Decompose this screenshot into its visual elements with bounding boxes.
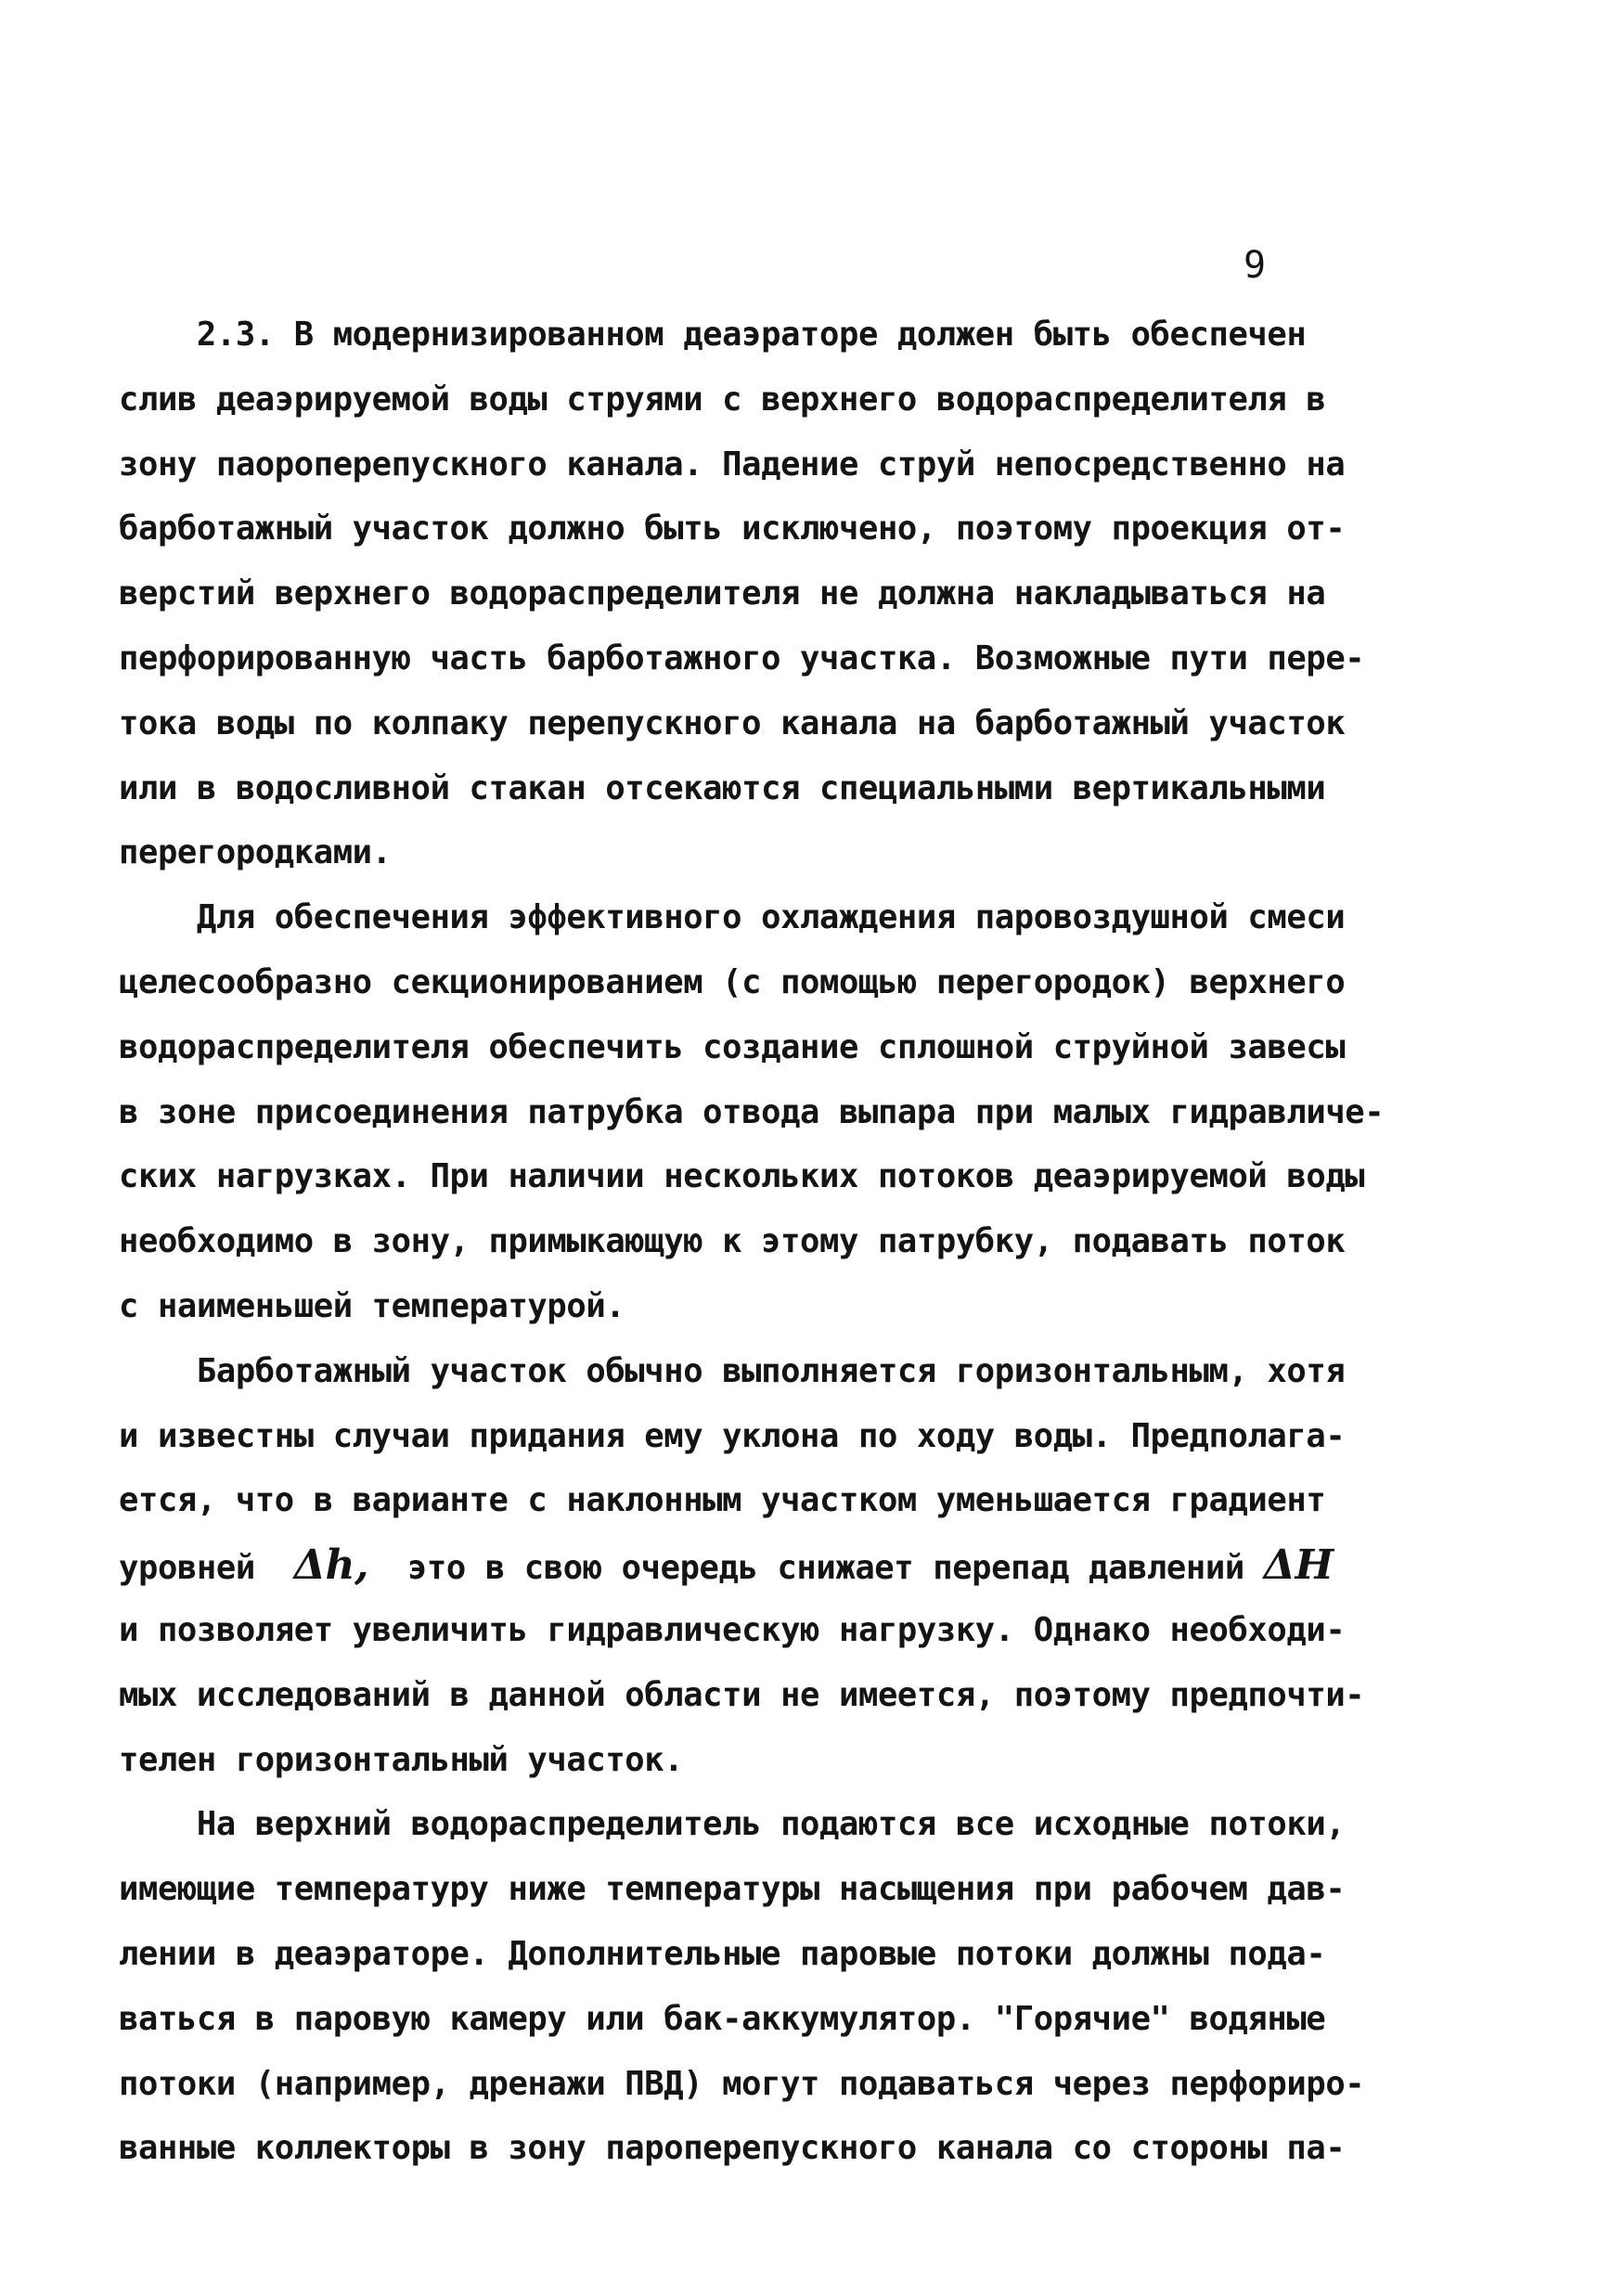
paragraph-cooling: [119, 885, 1385, 1339]
text-line: с наименьшей температурой.: [119, 1286, 625, 1325]
text-line: и позволяет увеличить гидравлическую нагрузку. Однако необходи-: [119, 1610, 1346, 1649]
text-line: мых исследований в данной области не имеется, поэтому предпочти-: [119, 1675, 1365, 1714]
text-line: перегородками.: [119, 833, 392, 872]
paragraph-bubbling-section: [119, 1339, 1365, 1793]
text-line: зону паороперепускного канала. Падение струй непосредственно на: [119, 445, 1346, 484]
delta-h-symbol: Δh,: [293, 1541, 369, 1590]
text-line: или в водосливной стакан отсекаются специальными вертикальными: [119, 768, 1326, 807]
text-line: Для обеспечения эффективного охлаждения паровоздушной смеси: [119, 898, 1346, 937]
text-line: водораспределителя обеспечить создание сплошной струйной завесы: [119, 1027, 1346, 1066]
text-line: ванные коллекторы в зону пароперепускного канала со стороны па-: [119, 2129, 1346, 2168]
text-line: тока воды по колпаку перепускного канала на барботажный участок: [119, 703, 1346, 742]
text-fragment: уровней: [119, 1549, 294, 1588]
text-fragment: это в свою очередь снижает перепад давлений: [368, 1549, 1264, 1588]
paragraph-2-3: [119, 303, 1365, 885]
text-line: необходимо в зону, примыкающую к этому патрубку, подавать поток: [119, 1222, 1346, 1261]
text-line: Барботажный участок обычно выполняется горизонтальным, хотя: [119, 1351, 1346, 1390]
paragraph-upper-distributor: [119, 1792, 1365, 2181]
text-line: верстий верхнего водораспределителя не должна накладываться на: [119, 574, 1326, 613]
text-line: ских нагрузках. При наличии нескольких потоков деаэрируемой воды: [119, 1157, 1365, 1196]
text-line: лении в деаэраторе. Дополнительные паровые потоки должны пода-: [119, 1934, 1326, 1973]
text-line: ваться в паровую камеру или бак-аккумулятор. "Горячие" водяные: [119, 1999, 1326, 2038]
delta-big-h-symbol: ΔH: [1263, 1541, 1334, 1590]
text-line: слив деаэрируемой воды струями с верхнего водораспределителя в: [119, 380, 1326, 419]
text-line: перфорированную часть барботажного участка. Возможные пути пере-: [119, 638, 1365, 677]
text-line: и известны случаи придания ему уклона по ходу воды. Предполага-: [119, 1416, 1346, 1455]
text-line: в зоне присоединения патрубка отвода выпара при малых гидравличе-: [119, 1092, 1385, 1131]
document-body: [119, 303, 1385, 2181]
text-line: имеющие температуру ниже температуры насыщения при рабочем дав-: [119, 1870, 1346, 1909]
formula-line: [119, 1533, 1362, 1598]
text-line: На верхний водораспределитель подаются все исходные потоки,: [119, 1805, 1346, 1844]
text-line: телен горизонтальный участок.: [119, 1740, 684, 1779]
page-number: 9: [1244, 244, 1267, 287]
text-line: барботажный участок должно быть исключено, поэтому проекция от-: [119, 510, 1346, 548]
text-line: 2.3. В модернизированном деаэраторе должен быть обеспечен: [119, 316, 1307, 354]
text-line: потоки (например, дренажи ПВД) могут подаваться через перфориро-: [119, 2064, 1365, 2103]
text-line: целесообразно секционированием (с помощью перегородок) верхнего: [119, 962, 1346, 1001]
text-line: ется, что в варианте с наклонным участком уменьшается градиент: [119, 1481, 1326, 1520]
